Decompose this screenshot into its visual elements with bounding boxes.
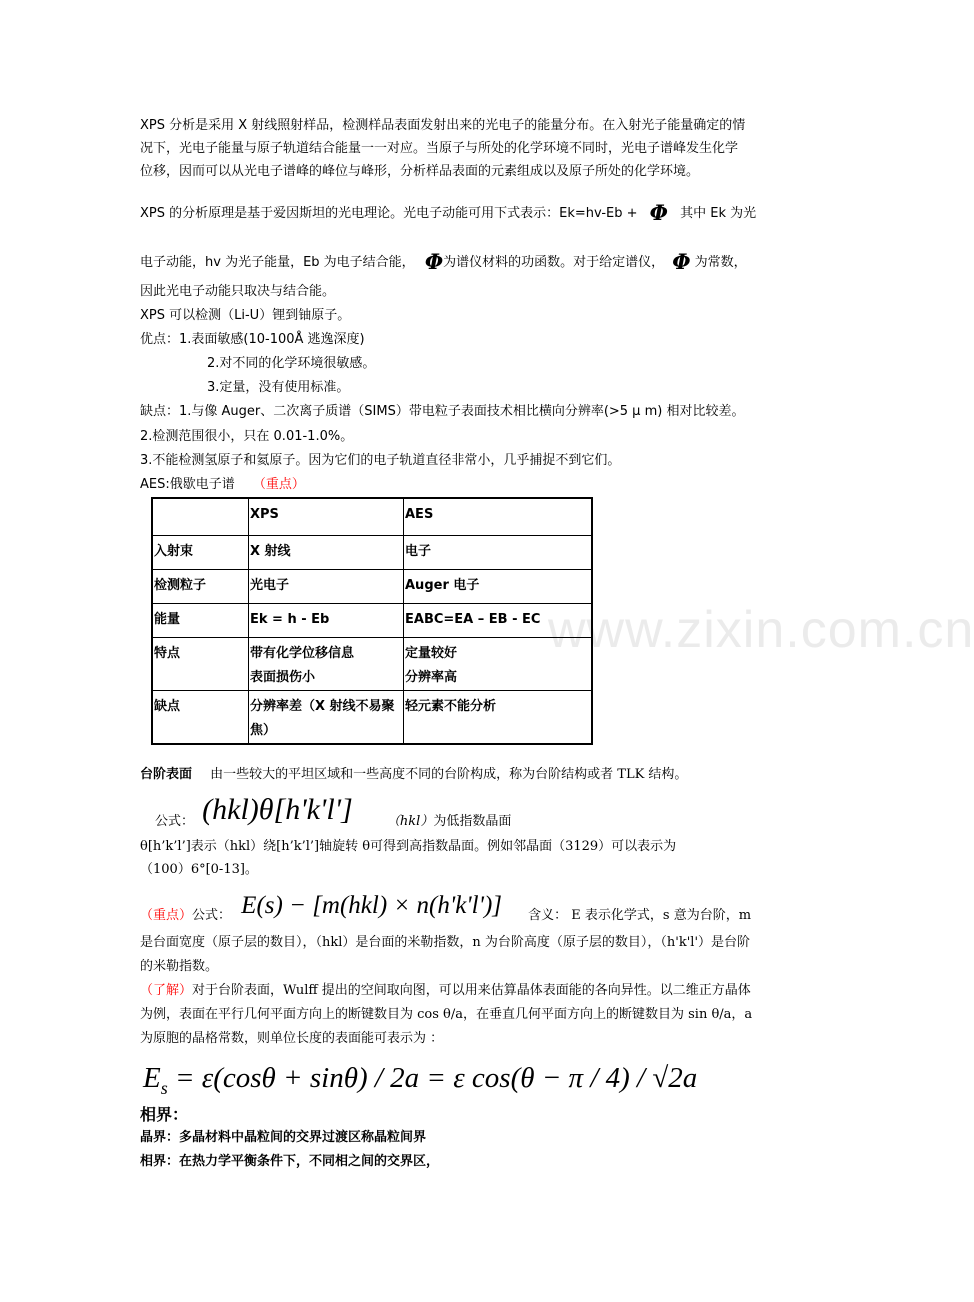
table-cell-line: 分辨率高 — [405, 669, 458, 685]
principle-text-c: 电子动能，hv 为光子能量，Eb 为电子结合能， — [140, 255, 415, 270]
formula-2: E(s) − [m(hkl) × n(h'k'l')] — [241, 892, 502, 919]
xps-intro-line-3: 位移，因而可以从光电子谱峰的峰位与峰形，分析样品表面的元素组成以及原子所处的化学环境。 — [140, 164, 700, 179]
table-header-cell — [152, 498, 249, 535]
wulff-line-1 — [140, 983, 751, 999]
xps-intro-line-2: 况下，光电子能量与原子轨道结合能量一一对应。当原子与所处的化学环境不同时，光电子谱峰发生化学 — [140, 141, 739, 156]
table-row-label: 能量 — [152, 603, 249, 637]
table-cell-aes: EABC=EA – EB - EC — [404, 603, 593, 637]
table-row — [152, 569, 592, 603]
table-cell-xps — [249, 637, 404, 690]
step-surface-desc: 由一些较大的平坦区域和一些高度不同的台阶构成，称为台阶结构或者 TLK 结构。 — [210, 767, 688, 782]
table-cell-line: 带有化学位移信息 — [250, 645, 355, 661]
step-explain-1: θ[h’k’l’]表示（hkl）绕[h’k’l’]轴旋转 θ可得到高指数晶面。例如邻晶面（3129）可以表示为 — [140, 839, 677, 854]
step-meaning-2: 是台面宽度（原子层的数目），（hkl）是台面的米勒指数，n 为台阶高度（原子层的数目），（h'k'l'）是台阶 — [140, 935, 751, 950]
table-cell-xps — [249, 690, 404, 744]
table-row — [152, 535, 592, 569]
formula-1-note — [387, 814, 511, 829]
wulff-line-2: 为例，表面在平行几何平面方向上的断键数目为 cos θ/a，在垂直几何平面方向上的断键数目为 sin θ/a，a — [140, 1007, 753, 1022]
table-header-cell: AES — [404, 498, 593, 535]
principle-text-e: 为常数， — [694, 255, 747, 270]
formula-1-line — [155, 792, 511, 840]
table-cell-line: 焦） — [250, 722, 277, 738]
step-explain-2: （100）6°[0-13]。 — [140, 862, 258, 877]
table-cell-line: 分辨率差（X 射线不易聚 — [250, 698, 395, 714]
aes-heading-tag: （重点） — [252, 477, 305, 492]
pros-2: 2.对不同的化学环境很敏感。 — [207, 356, 376, 371]
principle-line-1 — [140, 200, 757, 225]
formula-2-meaning: 含义： E 表示化学式，s 意为台阶，m — [528, 908, 752, 923]
principle-line-3: 因此光电子动能只取决与结合能。 — [140, 284, 336, 299]
xps-aes-comparison-table — [151, 497, 593, 745]
table-cell-aes: 电子 — [404, 535, 593, 569]
aes-heading-label: AES:俄歇电子谱 — [140, 477, 235, 492]
principle-text-a: XPS 的分析原理是基于爱因斯坦的光电理论。光电子动能可用下式表示：Ek=hv-Eb + — [140, 206, 638, 221]
principle-line-2 — [140, 249, 747, 274]
watermark: www.zixin.com.cn — [548, 601, 974, 659]
table-cell-line: 定量较好 — [405, 645, 458, 661]
formula-3-sub: s — [160, 1077, 168, 1098]
pros-1: 优点：1.表面敏感(10-100Å 逃逸深度) — [140, 332, 365, 347]
phi-symbol-icon: Φ — [672, 249, 691, 274]
grain-boundary-definition: 晶界：多晶材料中晶粒间的交界过渡区称晶粒间界 — [140, 1130, 427, 1145]
principle-text-d: 为谱仪材料的功函数。对于给定谱仪， — [443, 255, 665, 270]
table-cell-line: 表面损伤小 — [250, 669, 316, 685]
step-surface-title: 台阶表面 — [140, 767, 193, 782]
table-row-label: 入射束 — [152, 535, 249, 569]
cons-1: 缺点：1.与像 Auger、二次离子质谱（SIMS）带电粒子表面技术相比横向分辨率(>5 μ m) 相对比较差。 — [140, 404, 745, 419]
wulff-tag: （了解） — [140, 983, 193, 998]
table-row — [152, 690, 592, 744]
formula-2-tag: （重点） — [140, 908, 193, 923]
formula-3-rhs: = ε(cosθ + sinθ) / 2a = ε cos(θ − π / 4) / √2a — [174, 1062, 698, 1094]
table-header-row — [152, 498, 592, 535]
cons-2: 2.检测范围很小，只在 0.01-1.0%。 — [140, 429, 354, 444]
pros-3: 3.定量，没有使用标准。 — [207, 380, 350, 395]
xps-intro-line-1: XPS 分析是采用 X 射线照射样品，检测样品表面发射出来的光电子的能量分布。在入射光子能量确定的情 — [140, 118, 746, 133]
table-row — [152, 637, 592, 690]
formula-1-note-var: （hkl） — [386, 814, 434, 829]
formula-1: (hkl)θ[h'k'l'] — [202, 793, 353, 826]
table-cell-aes: Auger 电子 — [404, 569, 593, 603]
wulff-line-3: 为原胞的晶格常数，则单位长度的表面能可表示为 ： — [140, 1031, 444, 1046]
step-surface-definition — [140, 767, 687, 783]
table-row-label: 检测粒子 — [152, 569, 249, 603]
phase-boundary-heading: 相界： — [140, 1105, 189, 1124]
formula-2-label: 公式： — [192, 908, 232, 923]
table-cell-xps: X 射线 — [249, 535, 404, 569]
table-cell-aes: 轻元素不能分析 — [404, 690, 593, 744]
table-cell-xps: Ek = h - Eb — [249, 603, 404, 637]
table-row — [152, 603, 592, 637]
table-header-cell: XPS — [249, 498, 404, 535]
cons-3: 3.不能检测氢原子和氦原子。因为它们的电子轨道直径非常小，几乎捕捉不到它们。 — [140, 453, 621, 468]
surface-energy-formula — [143, 1058, 697, 1108]
formula-2-line — [140, 888, 751, 934]
step-meaning-3: 的米勒指数。 — [140, 959, 219, 974]
phi-symbol-icon: Φ — [649, 200, 668, 225]
table-row-label: 特点 — [152, 637, 249, 690]
formula-1-note-text: 为低指数晶面 — [433, 814, 512, 829]
table-row-label: 缺点 — [152, 690, 249, 744]
principle-text-b: 其中 Ek 为光 — [680, 206, 757, 221]
table-cell-xps: 光电子 — [249, 569, 404, 603]
table-cell-aes — [404, 637, 593, 690]
formula-1-label: 公式： — [155, 814, 195, 829]
formula-3-lhs: E — [143, 1062, 161, 1094]
phase-boundary-definition: 相界：在热力学平衡条件下，不同相之间的交界区， — [140, 1154, 440, 1169]
aes-heading — [140, 477, 305, 493]
wulff-text-1: 对于台阶表面，Wulff 提出的空间取向图，可以用来估算晶体表面能的各向异性。以二维正方晶体 — [192, 983, 751, 998]
xps-range: XPS 可以检测（Li-U）锂到铀原子。 — [140, 308, 351, 323]
phi-symbol-icon: Φ — [424, 249, 444, 274]
